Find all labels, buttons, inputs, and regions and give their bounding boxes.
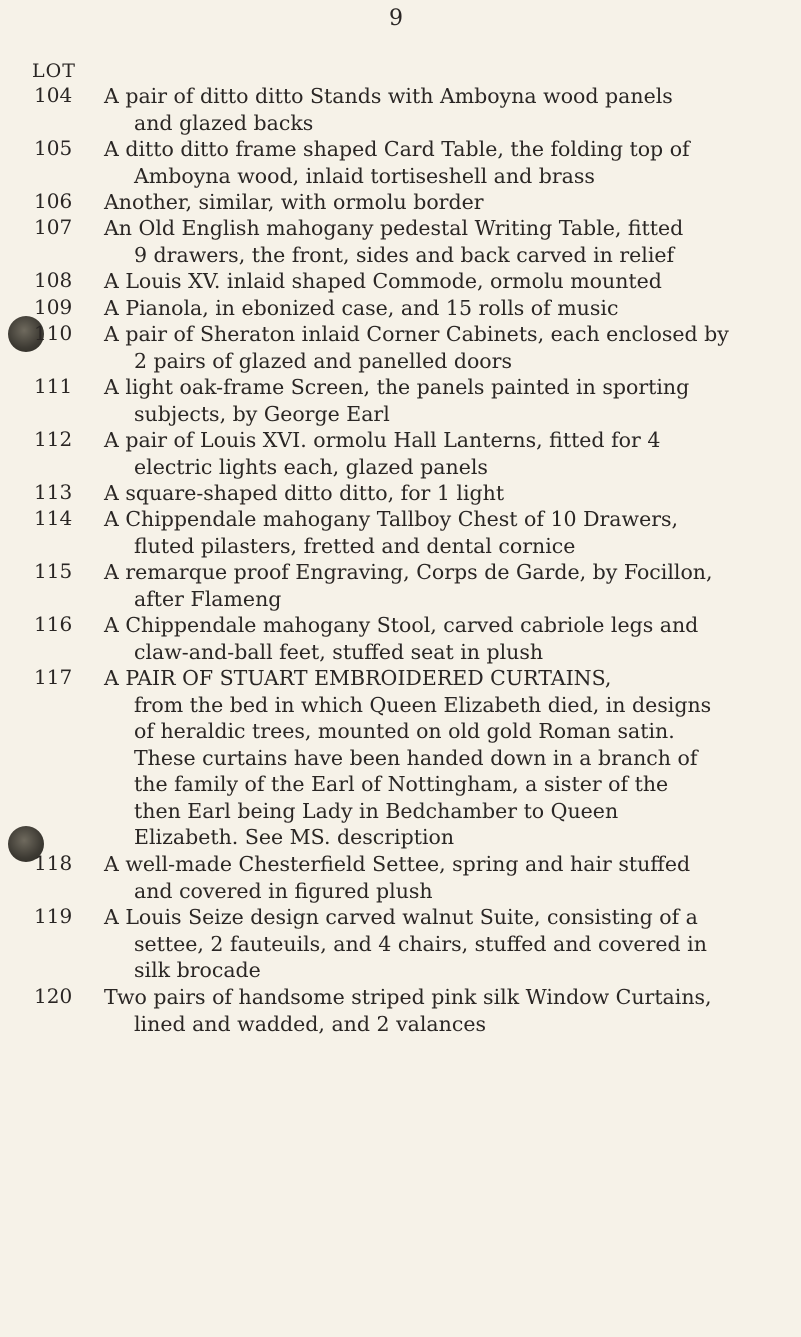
lot-line: A Pianola, in ebonized case, and 15 rolls of music (104, 296, 619, 320)
lot-number: 117 (34, 665, 73, 689)
lot-description (104, 904, 794, 984)
lot-line: A Louis XV. inlaid shaped Commode, ormolu mounted (104, 269, 662, 293)
lot-line: A pair of ditto ditto Stands with Amboyna wood panels (104, 84, 673, 108)
page-number: 9 (389, 6, 403, 31)
lot-number: 110 (34, 321, 73, 345)
lot-line: lined and wadded, and 2 valances (134, 1011, 486, 1036)
lot-number: 109 (34, 295, 73, 319)
lot-description (104, 374, 794, 427)
lot-line: after Flameng (134, 586, 282, 611)
lot-line: of heraldic trees, mounted on old gold Roman satin. (134, 719, 675, 743)
lot-description (104, 427, 794, 480)
lot-description (104, 851, 794, 904)
lot-description (104, 321, 794, 374)
lot-description (104, 268, 794, 295)
lot-number: 115 (34, 559, 73, 583)
lot-line: Another, similar, with ormolu border (104, 190, 484, 214)
lot-number: 106 (34, 189, 73, 213)
lot-line: A PAIR OF STUART EMBROIDERED CURTAINS, (104, 666, 612, 690)
lot-line: A pair of Sheraton inlaid Corner Cabinets, each enclosed by (104, 322, 729, 346)
lot-number: 105 (34, 136, 73, 160)
lot-line: These curtains have been handed down in a branch of (134, 745, 698, 770)
lot-line: A light oak-frame Screen, the panels painted in sporting (104, 375, 690, 399)
lot-line: and glazed backs (134, 110, 314, 135)
lot-line: A ditto ditto frame shaped Card Table, the folding top of (104, 137, 690, 161)
lot-line: A square-shaped ditto ditto, for 1 light (104, 481, 505, 505)
lot-line: Amboyna wood, inlaid tortiseshell and brass (134, 163, 595, 188)
lot-line: A pair of Louis XVI. ormolu Hall Lanterns, fitted for 4 (104, 428, 661, 452)
lot-line: and covered in figured plush (134, 878, 433, 903)
lot-number: 114 (34, 506, 73, 530)
lot-number: 116 (34, 612, 73, 636)
lot-line: A Chippendale mahogany Tallboy Chest of 10 Drawers, (104, 507, 679, 531)
lot-line: electric lights each, glazed panels (134, 454, 488, 479)
lot-column-header: LOT (32, 60, 76, 82)
lot-number: 118 (34, 851, 73, 875)
lot-number: 108 (34, 268, 73, 292)
lot-description (104, 189, 794, 216)
lot-line: settee, 2 fauteuils, and 4 chairs, stuffed and covered in (134, 931, 707, 956)
lot-description (104, 136, 794, 189)
lot-description (104, 665, 794, 851)
lot-description (104, 559, 794, 612)
lot-description (104, 506, 794, 559)
lot-description (104, 612, 794, 665)
lot-description (104, 215, 794, 268)
lot-line: A remarque proof Engraving, Corps de Garde, by Focillon, (104, 560, 713, 584)
lot-description (104, 295, 794, 322)
lot-line: silk brocade (134, 958, 261, 982)
lot-number: 111 (34, 374, 73, 398)
lot-line: 2 pairs of glazed and panelled doors (134, 348, 512, 373)
lot-line: fluted pilasters, fretted and dental cornice (134, 533, 576, 558)
lot-line: 9 drawers, the front, sides and back carved in relief (134, 242, 675, 267)
lot-number: 113 (34, 480, 73, 504)
lot-description (104, 984, 794, 1037)
lot-line: An Old English mahogany pedestal Writing Table, fitted (104, 216, 684, 240)
lot-description (104, 480, 794, 507)
lot-line: A Louis Seize design carved walnut Suite, consisting of a (104, 905, 698, 929)
lot-line: the family of the Earl of Nottingham, a sister of the (134, 772, 669, 796)
lot-line: claw-and-ball feet, stuffed seat in plush (134, 639, 544, 664)
lot-number: 104 (34, 83, 73, 107)
lot-line: A Chippendale mahogany Stool, carved cabriole legs and (104, 613, 699, 637)
lot-number: 119 (34, 904, 73, 928)
lot-line: then Earl being Lady in Bedchamber to Queen (134, 798, 619, 823)
lot-number: 120 (34, 984, 73, 1008)
lot-line: from the bed in which Queen Elizabeth died, in designs (134, 692, 712, 717)
lot-line: subjects, by George Earl (134, 401, 390, 426)
lot-line: A well-made Chesterfield Settee, spring and hair stuffed (104, 852, 691, 876)
lot-description (104, 83, 794, 136)
lot-line: Two pairs of handsome striped pink silk Window Curtains, (104, 985, 712, 1009)
lot-number: 107 (34, 215, 73, 239)
lot-line: Elizabeth. See MS. description (134, 825, 455, 849)
lot-number: 112 (34, 427, 73, 451)
